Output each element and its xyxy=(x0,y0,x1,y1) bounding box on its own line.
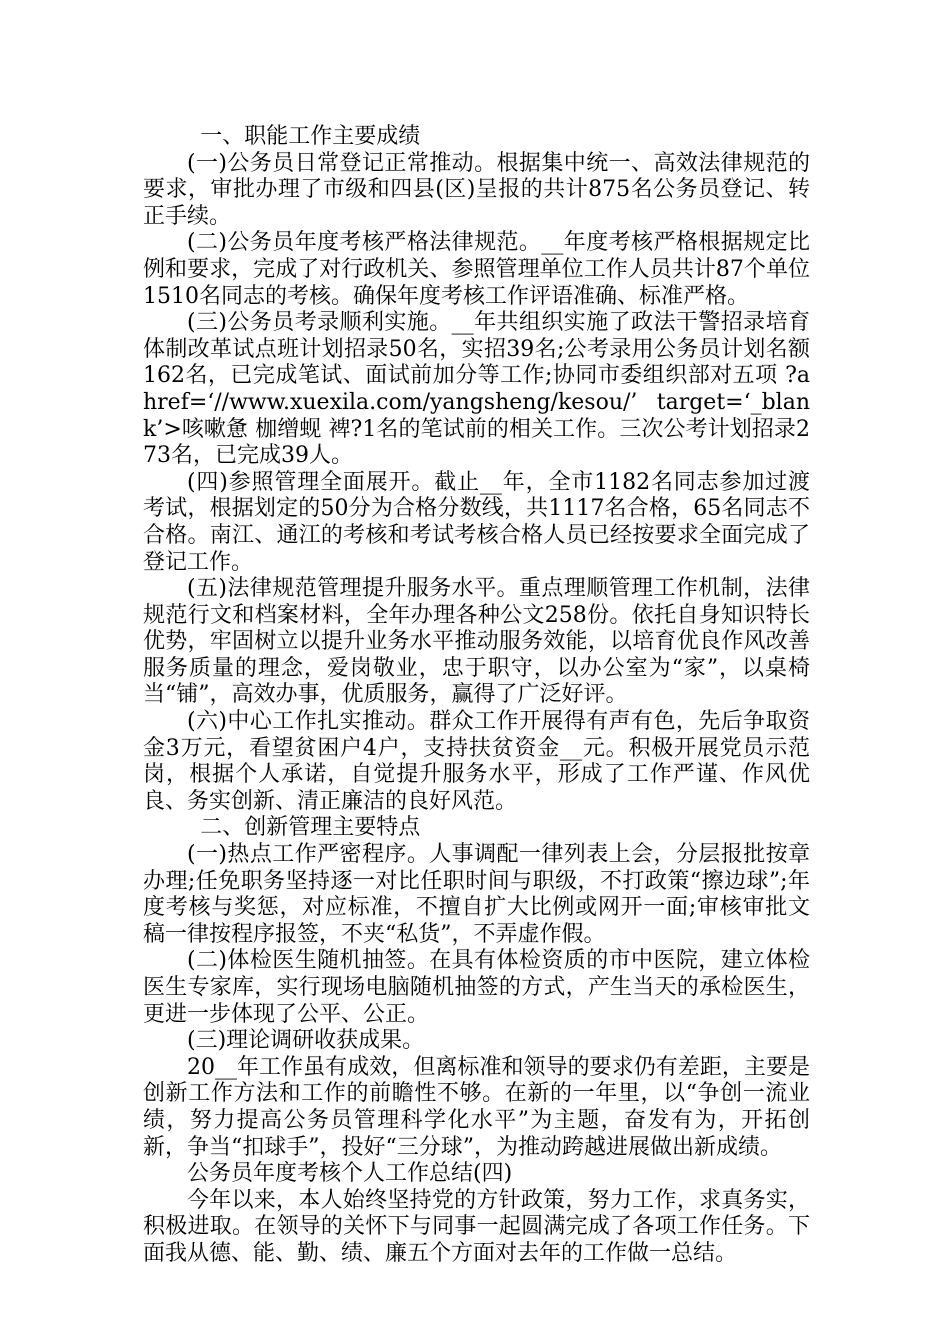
section-heading-1: 一、职能工作主要成绩 xyxy=(200,124,421,149)
paragraph-1-4: (四)参照管理全面展开。截止__年，全市1182名同志参加过渡考试，根据划定的50分为合格分数线，共1117名合格，65名同志不合格。南江、通江的考核和考试考核合格人员已经按要求全面完成了登记工作。 xyxy=(143,469,810,575)
paragraph-1-2: (二)公务员年度考核严格法律规范。__年度考核严格根据规定比例和要求，完成了对行政机关、参照管理单位工作人员共计87个单位1510名同志的考核。确保年度考核工作评语准确、标准严格。 xyxy=(143,230,810,309)
paragraph-2-1: (一)热点工作严密程序。人事调配一律列表上会，分层报批按章办理;任免职务坚持逐一对比任职时间与职级，不打政策“擦边球”;年度考核与奖惩，对应标准，不擅自扩大比例或网开一面;审核审批文稿一律按程序报签，不夹“私货”，不弄虚作假。 xyxy=(143,842,810,947)
document-body xyxy=(143,124,810,1268)
paragraph-1-6: (六)中心工作扎实推动。群众工作开展得有声有色，先后争取资金3万元，看望贫困户4户，支持扶贫资金__元。积极开展党员示范岗，根据个人承诺，自觉提升服务水平，形成了工作严谨、作风优良、务实创新、清正廉洁的良好风范。 xyxy=(143,709,810,814)
paragraph-part-4-intro: 今年以来，本人始终坚持党的方针政策，努力工作，求真务实，积极进取。在领导的关怀下与同事一起圆满完成了各项工作任务。下面我从德、能、勤、绩、廉五个方面对去年的工作做一总结。 xyxy=(143,1187,810,1266)
paragraph-2-2: (二)体检医生随机抽签。在具有体检资质的市中医院，建立体检医生专家库，实行现场电脑随机抽签的方式，产生当天的承检医生，更进一步体现了公平、公正。 xyxy=(143,948,810,1027)
paragraph-1-5: (五)法律规范管理提升服务水平。重点理顺管理工作机制，法律规范行文和档案材料，全年办理各种公文258份。依托自身知识特长优势，牢固树立以提升业务水平推动服务效能，以培育优良作风改善服务质量的理念，爱岗敬业，忠于职守，以办公室为“家”，以桌椅当“铺”，高效办事，优质服务，赢得了广泛好评。 xyxy=(143,576,810,708)
paragraph-summary: 20__年工作虽有成效，但离标准和领导的要求仍有差距，主要是创新工作方法和工作的前瞻性不够。在新的一年里，以“争创一流业绩，努力提高公务员管理科学化水平”为主题，奋发有为，开拓创新，争当“扣球手”，投好“三分球”，为推动跨越进展做出新成绩。 xyxy=(143,1054,810,1160)
paragraph-1-3: (三)公务员考录顺利实施。__年共组织实施了政法干警招录培育体制改革试点班计划招录50名，实招39名;公考录用公务员计划名额162名，已完成笔试、面试前加分等工作;协同市委组织部对五项 ?a href=‘//www.xuexila.com/yangsheng/kesou/’ target=‘_blank’>咳嗽惫 枷缯蚬 裨?1名的笔试前的相关工作。三次公考计划招录273名，已完成39人。 xyxy=(143,310,810,469)
section-heading-2: 二、创新管理主要特点 xyxy=(200,815,421,841)
paragraph-1-1: (一)公务员日常登记正常推动。根据集中统一、高效法律规范的要求，审批办理了市级和四县(区)呈报的共计875名公务员登记、转正手续。 xyxy=(143,150,810,229)
paragraph-2-3: (三)理论调研收获成果。 xyxy=(187,1028,425,1054)
subtitle-part-4: 公务员年度考核个人工作总结(四) xyxy=(187,1161,513,1187)
